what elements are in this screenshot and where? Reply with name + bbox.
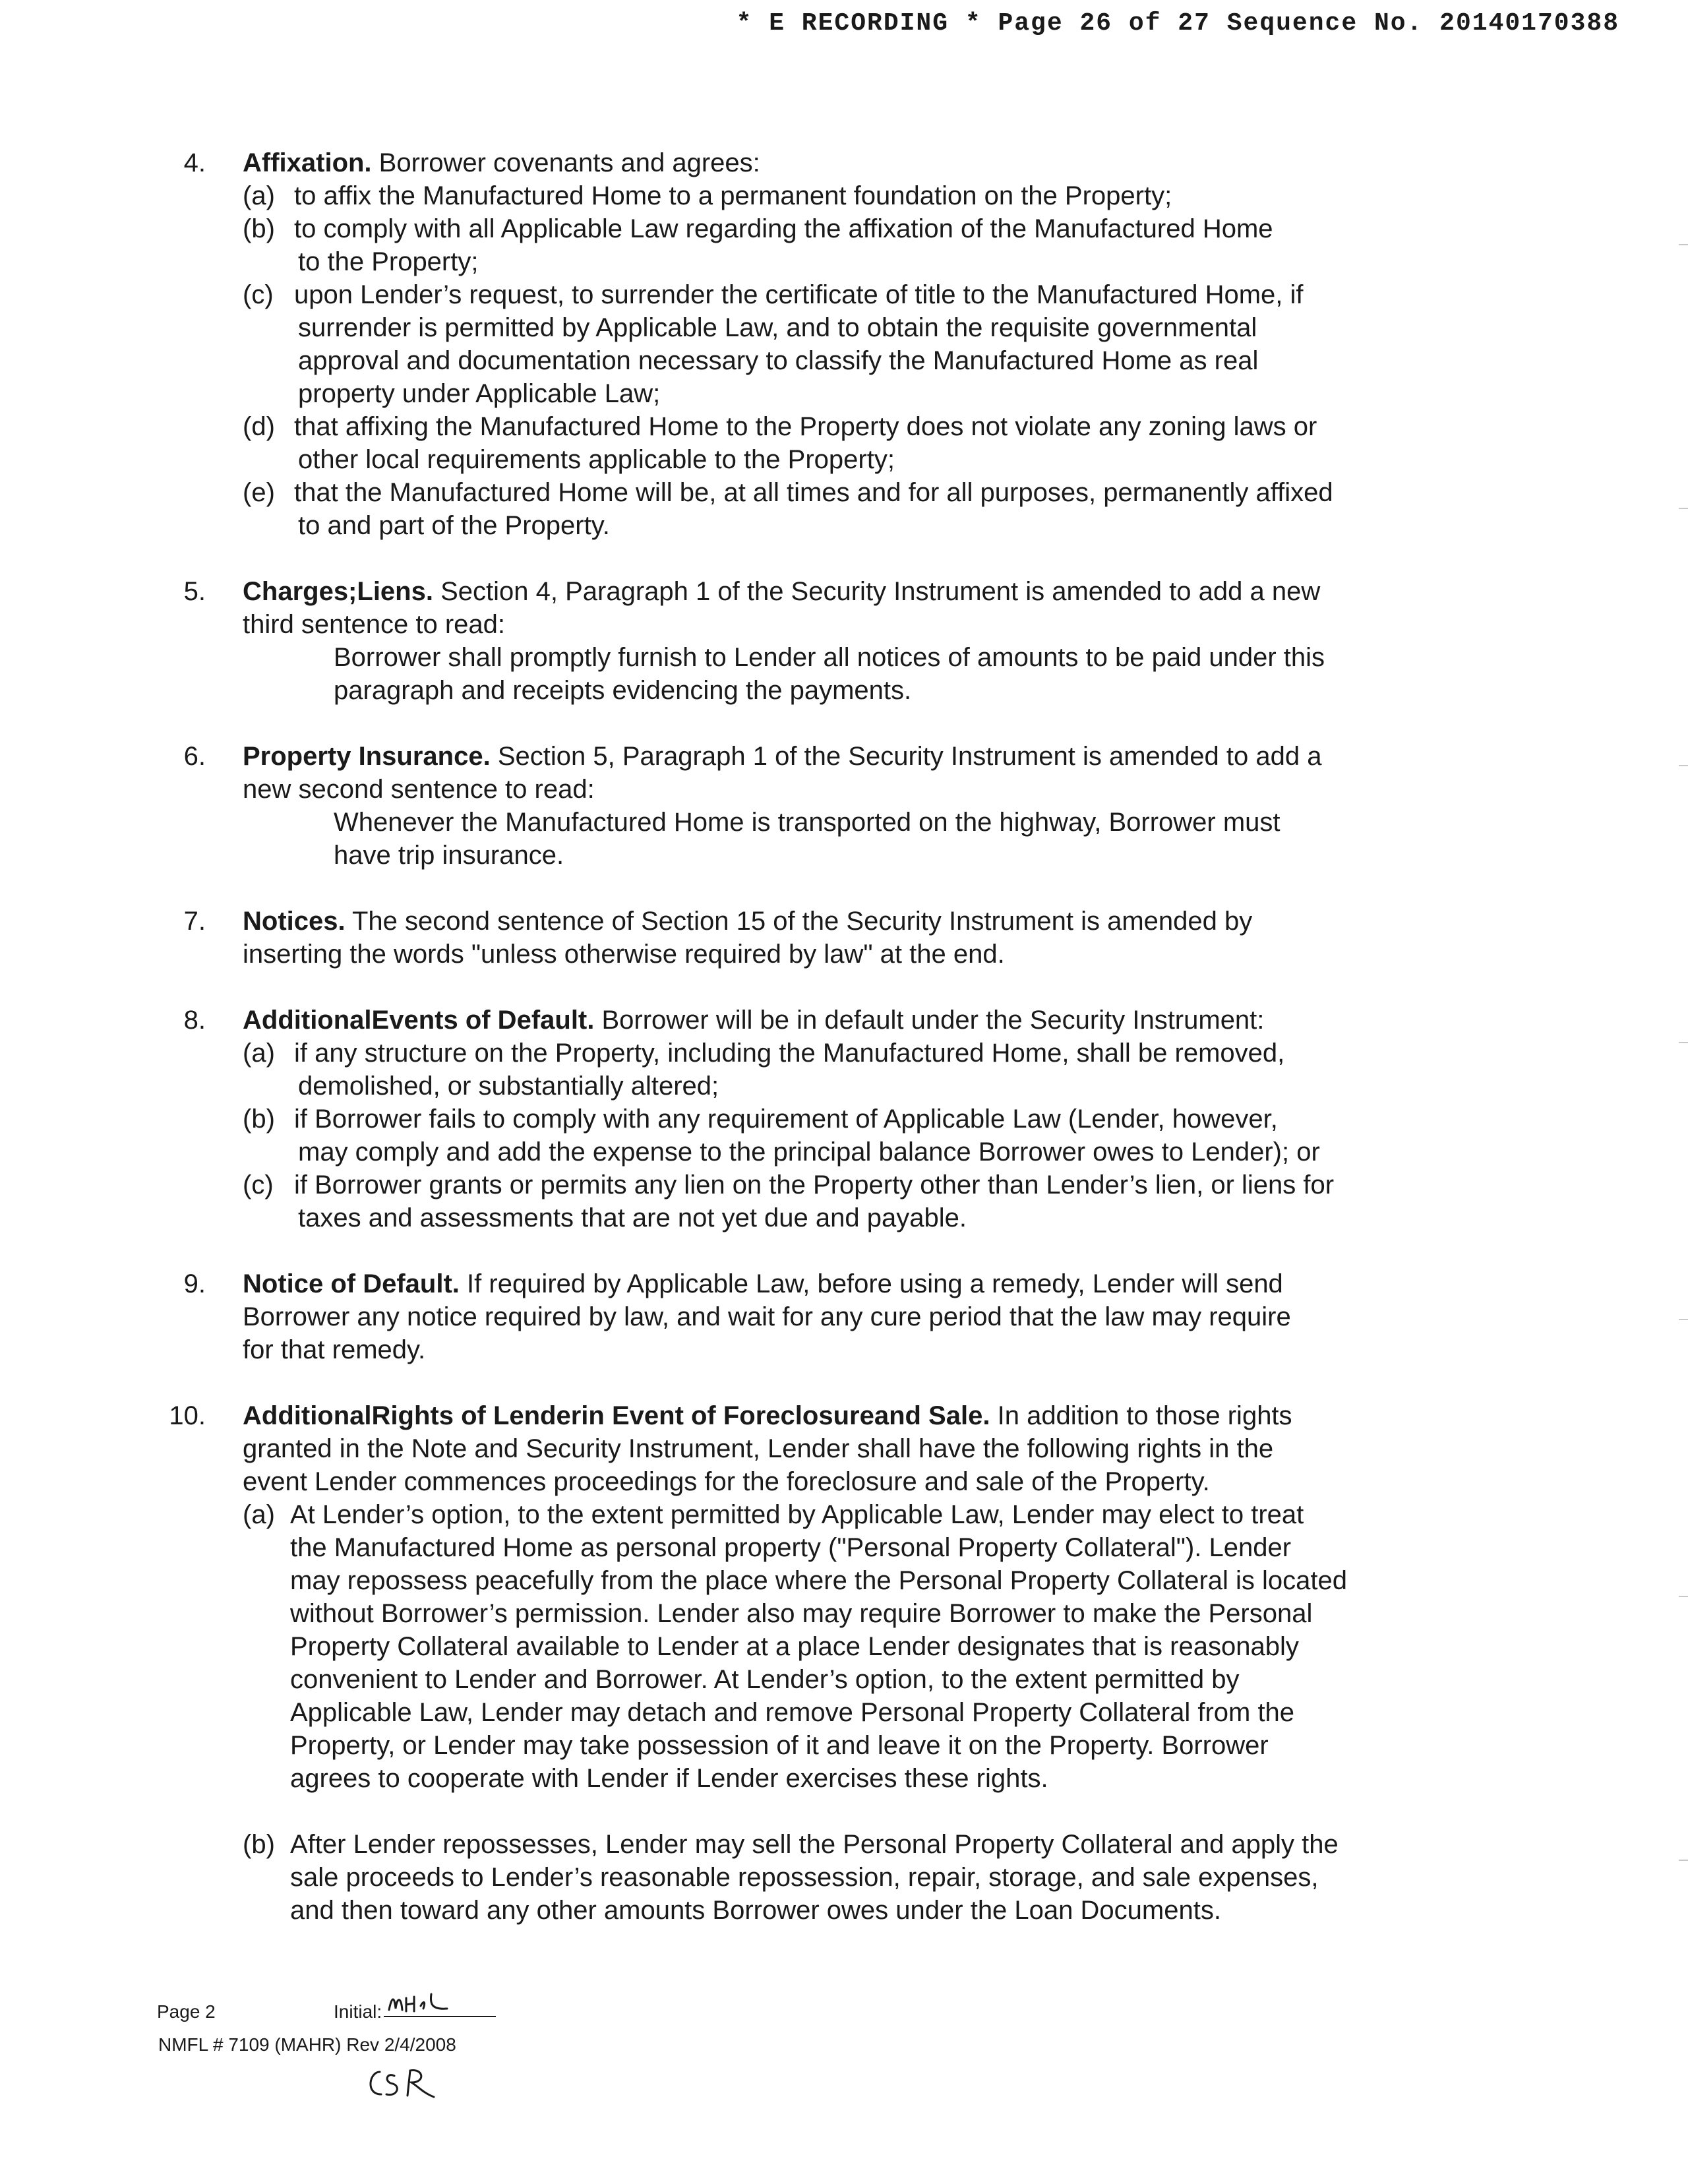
- section-line: granted in the Note and Security Instrument, Lender shall have the following rights in the: [243, 1434, 1274, 1463]
- item-line: approval and documentation necessary to classify the Manufactured Home as real: [298, 346, 1259, 375]
- section-heading-line: [243, 905, 1252, 938]
- scan-edge-mark: [1679, 1860, 1688, 1861]
- section-line: third sentence to read:: [243, 610, 506, 639]
- item-line: surrender is permitted by Applicable Law, and to obtain the requisite governmental: [298, 313, 1257, 342]
- scan-edge-mark: [1679, 765, 1688, 766]
- item-line: to and part of the Property.: [298, 511, 610, 540]
- section-number: 9.: [183, 1269, 206, 1298]
- section-number: 4.: [183, 148, 206, 177]
- item-line: to comply with all Applicable Law regarding the affixation of the Manufactured Home: [294, 214, 1273, 243]
- item-line: to the Property;: [298, 247, 479, 276]
- section-heading-line: [243, 1399, 1292, 1432]
- section-heading: AdditionalRights of Lenderin Event of Foreclosureand Sale.: [243, 1401, 990, 1430]
- section-text: In addition to those rights: [997, 1401, 1292, 1430]
- section-line: event Lender commences proceedings for the foreclosure and sale of the Property.: [243, 1467, 1210, 1496]
- scan-edge-mark: [1679, 244, 1688, 245]
- item-label: (b): [243, 1105, 275, 1134]
- item-line: may repossess peacefully from the place where the Personal Property Collateral is located: [290, 1566, 1348, 1595]
- section-number: 7.: [183, 907, 206, 936]
- item-label: (b): [243, 214, 275, 243]
- item-label: (e): [243, 478, 275, 507]
- section-heading-line: [243, 146, 760, 179]
- item-line: the Manufactured Home as personal property ("Personal Property Collateral"). Lender: [290, 1533, 1292, 1562]
- item-line: After Lender repossesses, Lender may sell the Personal Property Collateral and apply the: [290, 1830, 1339, 1859]
- section-text: If required by Applicable Law, before using a remedy, Lender will send: [467, 1269, 1283, 1298]
- section-heading: AdditionalEvents of Default.: [243, 1006, 595, 1035]
- scan-edge-mark: [1679, 1319, 1688, 1320]
- section-line: for that remedy.: [243, 1335, 426, 1364]
- page-number: Page 2: [157, 2001, 216, 2022]
- section-heading: Charges;Liens.: [243, 577, 433, 606]
- section-intro: Borrower covenants and agrees:: [378, 148, 760, 177]
- section-number: 8.: [183, 1006, 206, 1035]
- section-line: inserting the words "unless otherwise required by law" at the end.: [243, 940, 1005, 969]
- scan-edge-mark: [1679, 1042, 1688, 1043]
- item-line: may comply and add the expense to the principal balance Borrower owes to Lender); or: [298, 1138, 1320, 1167]
- item-label: (b): [243, 1830, 275, 1859]
- item-line: demolished, or substantially altered;: [298, 1072, 719, 1101]
- section-number: 5.: [183, 577, 206, 606]
- form-number: NMFL # 7109 (MAHR) Rev 2/4/2008: [158, 2034, 456, 2055]
- item-label: (a): [243, 181, 275, 210]
- section-heading: Property Insurance.: [243, 742, 491, 771]
- item-line: if Borrower grants or permits any lien on the Property other than Lender’s lien, or liens for: [294, 1170, 1335, 1199]
- item-line: and then toward any other amounts Borrower owes under the Loan Documents.: [290, 1896, 1221, 1925]
- section-heading-line: [243, 575, 1320, 608]
- section-text: Section 5, Paragraph 1 of the Security Instrument is amended to add a: [497, 742, 1322, 771]
- section-text: Section 4, Paragraph 1 of the Security Instrument is amended to add a new: [440, 577, 1321, 606]
- item-line: if Borrower fails to comply with any requirement of Applicable Law (Lender, however,: [294, 1105, 1278, 1134]
- item-label: (d): [243, 412, 275, 441]
- section-line: Borrower any notice required by law, and wait for any cure period that the law may require: [243, 1302, 1291, 1331]
- item-line: convenient to Lender and Borrower. At Lender’s option, to the extent permitted by: [290, 1665, 1240, 1694]
- item-line: Property Collateral available to Lender at a place Lender designates that is reasonably: [290, 1632, 1299, 1661]
- item-line: without Borrower’s permission. Lender also may require Borrower to make the Personal: [290, 1599, 1313, 1628]
- item-label: (a): [243, 1500, 275, 1529]
- section-heading: Notice of Default.: [243, 1269, 460, 1298]
- section-line: new second sentence to read:: [243, 775, 595, 804]
- item-label: (c): [243, 1170, 274, 1199]
- item-label: (c): [243, 280, 274, 309]
- item-line: At Lender’s option, to the extent permitted by Applicable Law, Lender may elect to treat: [290, 1500, 1304, 1529]
- section-intro: Borrower will be in default under the Security Instrument:: [601, 1006, 1265, 1035]
- item-line: Property, or Lender may take possession of it and leave it on the Property. Borrower: [290, 1731, 1269, 1760]
- scan-edge-mark: [1679, 1596, 1688, 1597]
- item-line: sale proceeds to Lender’s reasonable repossession, repair, storage, and sale expenses,: [290, 1863, 1319, 1892]
- scan-edge-mark: [1679, 508, 1688, 509]
- section-heading-line: [243, 1004, 1264, 1037]
- quoted-line: have trip insurance.: [334, 841, 564, 870]
- handwritten-csr-mark: [360, 2060, 459, 2106]
- initial-label: Initial:: [334, 2001, 382, 2022]
- recording-header: * E RECORDING * Page 26 of 27 Sequence No. 20140170388: [736, 9, 1619, 38]
- item-line: if any structure on the Property, including the Manufactured Home, shall be removed,: [294, 1039, 1285, 1068]
- item-line: taxes and assessments that are not yet due and payable.: [298, 1203, 967, 1232]
- section-number: 6.: [183, 742, 206, 771]
- item-line: property under Applicable Law;: [298, 379, 661, 408]
- section-number: 10.: [169, 1401, 206, 1430]
- section-text: The second sentence of Section 15 of the Security Instrument is amended by: [352, 907, 1253, 936]
- item-line: upon Lender’s request, to surrender the certificate of title to the Manufactured Home, if: [294, 280, 1304, 309]
- item-line: Applicable Law, Lender may detach and remove Personal Property Collateral from the: [290, 1698, 1295, 1727]
- item-line: agrees to cooperate with Lender if Lender exercises these rights.: [290, 1764, 1048, 1793]
- item-line: other local requirements applicable to the Property;: [298, 445, 895, 474]
- item-label: (a): [243, 1039, 275, 1068]
- item-line: that the Manufactured Home will be, at all times and for all purposes, permanently affixed: [294, 478, 1333, 507]
- item-line: to affix the Manufactured Home to a permanent foundation on the Property;: [294, 181, 1172, 210]
- initials-signature: [384, 1984, 502, 2023]
- quoted-line: Whenever the Manufactured Home is transported on the highway, Borrower must: [334, 808, 1281, 837]
- section-heading: Notices.: [243, 907, 346, 936]
- quoted-line: paragraph and receipts evidencing the payments.: [334, 676, 912, 705]
- section-heading-line: [243, 740, 1321, 773]
- quoted-line: Borrower shall promptly furnish to Lender all notices of amounts to be paid under this: [334, 643, 1325, 672]
- section-heading: Affixation.: [243, 148, 372, 177]
- section-heading-line: [243, 1267, 1283, 1300]
- item-line: that affixing the Manufactured Home to the Property does not violate any zoning laws or: [294, 412, 1317, 441]
